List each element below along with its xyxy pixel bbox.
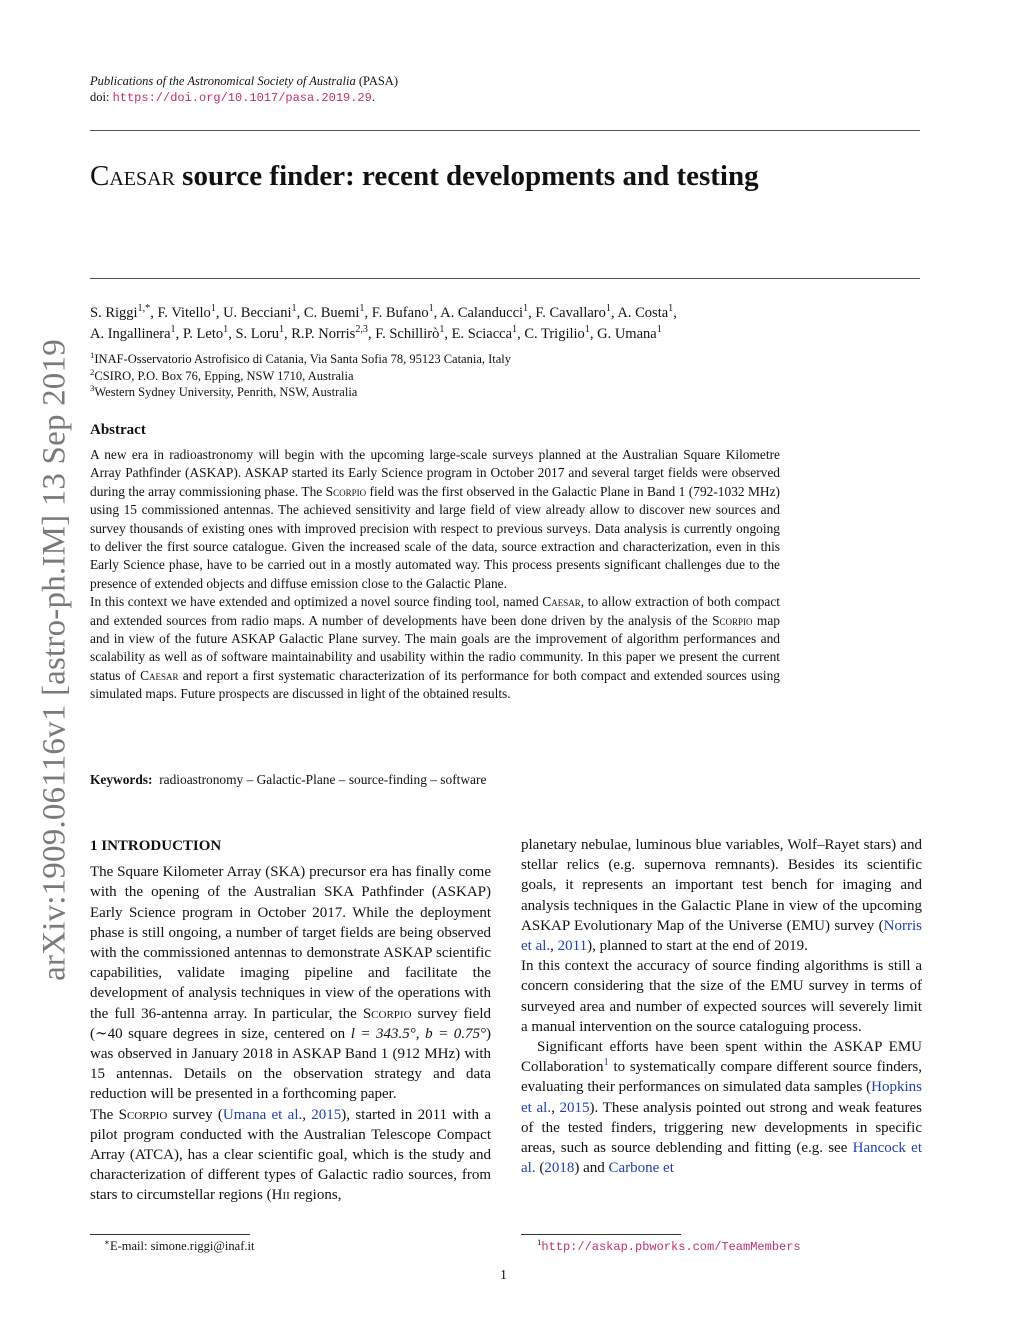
- footnote-link[interactable]: http://askap.pbworks.com/TeamMembers: [541, 1240, 801, 1254]
- footnote-marker[interactable]: 1: [603, 1057, 609, 1069]
- abstract-paragraph: In this context we have extended and optimized a novel source finding tool, named Caesar, to allow extraction of both compact and extended sources from radio maps. A number of developments have been done driven by the analysis of the Scorpio map and in view of the future ASKAP Galactic Plane survey. The main goals are the improvement of algorithm performances and scalability as well as of software maintainability and usability within the radio community. In this paper we present the current status of Caesar and report a first systematic characterization of its performance for both compact and extended sources using simulated maps. Future prospects are discussed in light of the obtained results.: [90, 594, 780, 702]
- author-affiliation-mark: 1: [428, 303, 434, 315]
- footnote-email: ∗E-mail: simone.riggi@inaf.it: [104, 1236, 255, 1253]
- abstract-heading: Abstract: [90, 422, 146, 438]
- author-affiliation-mark: 1: [291, 303, 297, 315]
- body-paragraph: The Scorpio survey (Umana et al., 2015), started in 2011 with a pilot program conducted with the Australian Telescope Compact Array (ATCA), has a clear scientific goal, which is the study and characterization of different types of Galactic radio sources, from stars to circumstellar regions (Hii regions,: [90, 1106, 491, 1204]
- author-name: F. Schillirò: [375, 326, 440, 342]
- journal-abbr: (PASA): [358, 74, 398, 88]
- author-name: U. Becciani: [223, 305, 292, 321]
- author-name: E. Sciacca: [451, 326, 513, 342]
- author-affiliation-mark: 1: [523, 303, 529, 315]
- author-name: S. Riggi: [90, 305, 138, 321]
- footnote-rule-right: [521, 1234, 681, 1235]
- author-affiliation-mark: 1: [512, 324, 518, 336]
- author-affiliation-mark: 1: [170, 324, 176, 336]
- doi-link[interactable]: https://doi.org/10.1017/pasa.2019.29: [112, 91, 372, 105]
- citation-link[interactable]: Carbone et: [608, 1160, 674, 1177]
- author-name: R.P. Norris: [291, 326, 356, 342]
- author-name: A. Costa: [617, 305, 669, 321]
- author-list: [90, 303, 920, 345]
- title-rule: [90, 278, 920, 279]
- footnote-rule-left: [90, 1234, 250, 1235]
- body-paragraph: Significant efforts have been spent within the ASKAP EMU Collaboration$^1$ to systematically compare different source finders, evaluating their performances on simulated data samples (Hopkins et al., 2015). These analysis pointed out strong and weak features of the tested finders, triggering new developments in specific areas, such as source deblending and fitting (e.g. see Hancock et al. (2018) and Carbone et: [521, 1039, 923, 1177]
- author-affiliation-mark: 1: [359, 303, 365, 315]
- author-affiliation-mark: 1: [223, 324, 229, 336]
- author-name: P. Leto: [182, 326, 224, 342]
- author-affiliation-mark: 1: [210, 303, 216, 315]
- author-affiliation-mark: 1: [439, 324, 445, 336]
- author-affiliation-mark: 2,3: [355, 324, 368, 336]
- journal-line: [90, 74, 398, 89]
- author-affiliation-mark: 1: [605, 303, 611, 315]
- author-affiliation-mark: 1: [656, 324, 662, 336]
- keywords-text: radioastronomy – Galactic-Plane – source-finding – software: [159, 772, 487, 787]
- author-name: S. Loru: [235, 326, 279, 342]
- abstract-body: [90, 446, 780, 704]
- author-name: G. Umana: [597, 326, 657, 342]
- paper-title: [90, 160, 759, 193]
- citation-link[interactable]: 2015: [311, 1106, 342, 1123]
- affiliation: $^1$INAF-Osservatorio Astrofisico di Catania, Via Santa Sofia 78, 95123 Catania, Italy: [90, 349, 512, 366]
- body-paragraph: In this context the accuracy of source finding algorithms is still a concern considering that the size of the EMU survey in terms of surveyed area and number of expected sources will severely limit a manual intervention on the source cataloguing process.: [521, 958, 922, 1035]
- citation-link[interactable]: Norris et al.: [521, 917, 922, 955]
- citation-link[interactable]: Umana et al.: [222, 1106, 303, 1123]
- journal-name: Publications of the Astronomical Society of Australia: [90, 74, 356, 88]
- author-name: F. Bufano: [371, 305, 429, 321]
- right-column: [521, 835, 922, 1178]
- author-affiliation-mark: 1: [278, 324, 284, 336]
- author-name: F. Vitello: [157, 305, 211, 321]
- citation-link[interactable]: Hancock et al.: [521, 1140, 922, 1177]
- author-affiliation-mark: 1: [668, 303, 674, 315]
- affiliation-list: [90, 351, 511, 401]
- author-name: C. Buemi: [303, 305, 360, 321]
- author-line-2: A. Ingallinera$^1$, P. Leto$^1$, S. Loru$^1$, R.P. Norris$^{2,3}$, F. Schillirò$^1$, E. Sciacca$^1$, C. Trigilio$^1$, G. Umana$^1$: [90, 324, 662, 342]
- affiliation: $^3$Western Sydney University, Penrith, NSW, Australia: [90, 382, 358, 399]
- title-software-name: Caesar: [90, 160, 175, 192]
- author-affiliation-mark: 1,*: [137, 303, 151, 315]
- body-paragraph: planetary nebulae, luminous blue variables, Wolf–Rayet stars) and stellar relics (e.g. supernova remnants). Besides its scientific goals, it represents an important test bench for imaging and analysis techniques in the Galactic Plane in view of the upcoming ASKAP Evolutionary Map of the Universe (EMU) survey (Norris et al., 2011), planned to start at the end of 2019.: [521, 837, 922, 955]
- page-number: 1: [500, 1268, 507, 1283]
- author-name: A. Ingallinera: [90, 326, 171, 342]
- author-name: F. Cavallaro: [535, 305, 606, 321]
- citation-link[interactable]: Hopkins et al.: [521, 1079, 922, 1116]
- abstract-paragraph: A new era in radioastronomy will begin with the upcoming large-scale surveys planned at the Australian Square Kilometre Array Pathfinder (ASKAP). ASKAP started its Early Science program in October 2017 and several target fields were observed during the array commissioning phase. The Scorpio field was the first observed in the Galactic Plane in Band 1 (792-1032 MHz) using 15 commissioned antennas. The achieved sensitivity and large field of view already allow to discover new sources and survey thousands of existing ones with improved precision with respect to previous surveys. Data analysis is currently ongoing to deliver the first source catalogue. Given the increased scale of the data, source extraction and characterization, even in this Early Science phase, have to be carried out in a mostly automated way. This process presents significant challenges due to the presence of extended objects and diffuse emission close to the Galactic Plane.: [90, 447, 780, 591]
- author-name: A. Calanducci: [440, 305, 524, 321]
- doi-label: doi:: [90, 90, 110, 104]
- citation-link[interactable]: 2011: [557, 938, 588, 955]
- title-text: source finder: recent developments and testing: [182, 160, 759, 192]
- doi-line: doi: https://doi.org/10.1017/pasa.2019.29.: [90, 90, 375, 105]
- author-line-1: S. Riggi$^{1,*}$, F. Vitello$^1$, U. Becciani$^1$, C. Buemi$^1$, F. Bufano$^1$, A. Calanducci$^1$, F. Cavallaro$^1$, A. Costa$^1$,: [90, 303, 677, 321]
- arxiv-stamp: arXiv:1909.06116v1 [astro-ph.IM] 13 Sep 2019: [36, 339, 73, 981]
- citation-link[interactable]: 2015: [559, 1099, 590, 1116]
- keywords-label: Keywords:: [90, 772, 153, 787]
- footnote-url: $^1$http://askap.pbworks.com/TeamMembers: [537, 1236, 801, 1254]
- left-column: [90, 836, 491, 1206]
- header-rule: [90, 130, 920, 131]
- body-paragraph: The Square Kilometer Array (SKA) precursor era has finally come with the opening of the Australian SKA Pathfinder (ASKAP) Early Science program in October 2017. While the deployment phase is still ongoing, a number of target fields are being observed with the commissioned antennas to demonstrate ASKAP scientific capabilities, validate imaging pipeline and facilitate the development of analysis techniques in view of the operations with the full 36-antenna array. In particular, the Scorpio survey field (∼40 square degrees in size, centered on l = 343.5°, b = 0.75°) was observed in January 2018 in ASKAP Band 1 (912 MHz) with 15 antennas. Details on the observation strategy and data reduction will be presented in a forthcoming paper.: [90, 864, 491, 1103]
- author-name: C. Trigilio: [524, 326, 585, 342]
- section-heading: 1 INTRODUCTION: [90, 838, 222, 854]
- keywords-line: [90, 772, 486, 788]
- citation-link[interactable]: 2018: [544, 1160, 575, 1177]
- affiliation: $^2$CSIRO, P.O. Box 76, Epping, NSW 1710, Australia: [90, 366, 354, 383]
- author-affiliation-mark: 1: [584, 324, 590, 336]
